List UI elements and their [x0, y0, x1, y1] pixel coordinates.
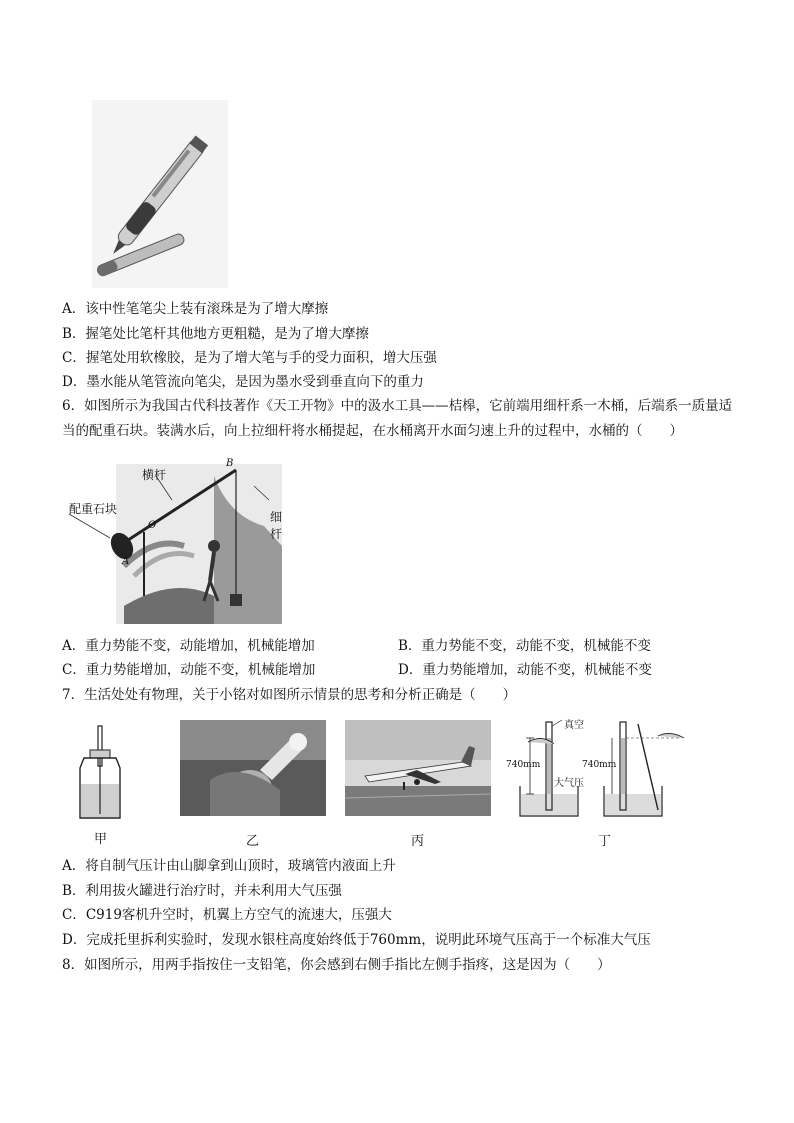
- label-rod: 细杆: [270, 510, 283, 541]
- label-vacuum: 真空: [564, 720, 584, 731]
- q6-stem: 6．如图所示为我国古代科技著作《天工开物》中的汲水工具——桔槔，它前端用细杆系一木桶，后端系一质量适当的配重石块。装满水后，向上拉细杆将水桶提起，在水桶离开水面匀速上升的过程中，水桶的（ ）: [62, 398, 733, 439]
- caption-yi: 乙: [246, 834, 260, 849]
- q7-option-a: A．将自制气压计由山脚拿到山顶时，玻璃管内液面上升: [62, 858, 396, 874]
- q6-option-b: B．重力势能不变，动能不变，机械能不变: [398, 638, 651, 654]
- q6-option-d: D．重力势能增加，动能不变，机械能不变: [398, 662, 652, 678]
- caption-ding: 丁: [598, 834, 612, 849]
- pen-figure: [92, 100, 228, 288]
- q5-option-c: C．握笔处用软橡胶，是为了增大笔与手的受力面积，增大压强: [62, 350, 437, 366]
- barometer-bottle-figure: [70, 718, 140, 848]
- caption-bing: 丙: [411, 834, 425, 849]
- q6-option-c: C．重力势能增加，动能不变，机械能增加: [62, 662, 316, 678]
- label-atm: 大气压: [554, 778, 584, 789]
- q7-stem: 7．生活处处有物理，关于小铭对如图所示情景的思考和分析正确是（ ）: [62, 687, 517, 703]
- q6-option-a: A．重力势能不变，动能增加，机械能增加: [62, 638, 315, 654]
- q7-option-b: B．利用拔火罐进行治疗时，并未利用大气压强: [62, 883, 342, 899]
- q7-option-c: C．C919客机升空时，机翼上方空气的流速大，压强大: [62, 907, 392, 923]
- q5-option-a: A．该中性笔笔尖上装有滚珠是为了增大摩擦: [62, 301, 329, 317]
- label-point-b: B: [226, 458, 234, 469]
- label-point-a: A: [122, 556, 130, 567]
- airliner-photo-figure: [345, 720, 491, 850]
- torricelli-figure: [508, 716, 698, 850]
- q5-option-d: D．墨水能从笔管流向笔尖，是因为墨水受到垂直向下的重力: [62, 374, 424, 390]
- label-weight-stone: 配重石块: [69, 502, 118, 516]
- label-height-left: 740mm: [506, 760, 541, 770]
- label-beam: 横杆: [142, 468, 167, 482]
- label-point-o: O: [148, 520, 157, 531]
- shadoof-figure: [64, 456, 284, 626]
- q8-stem: 8．如图所示，用两手指按住一支铅笔，你会感到右侧手指比左侧手指疼，这是因为（ ）: [62, 957, 611, 973]
- cupping-photo-figure: [180, 720, 326, 850]
- caption-jia: 甲: [94, 832, 108, 847]
- q5-option-b: B．握笔处比笔杆其他地方更粗糙，是为了增大摩擦: [62, 326, 369, 342]
- label-height-right: 740mm: [582, 760, 617, 770]
- q7-option-d: D．完成托里拆利实验时，发现水银柱高度始终低于760mm，说明此环境气压高于一个标准大气压: [62, 932, 651, 948]
